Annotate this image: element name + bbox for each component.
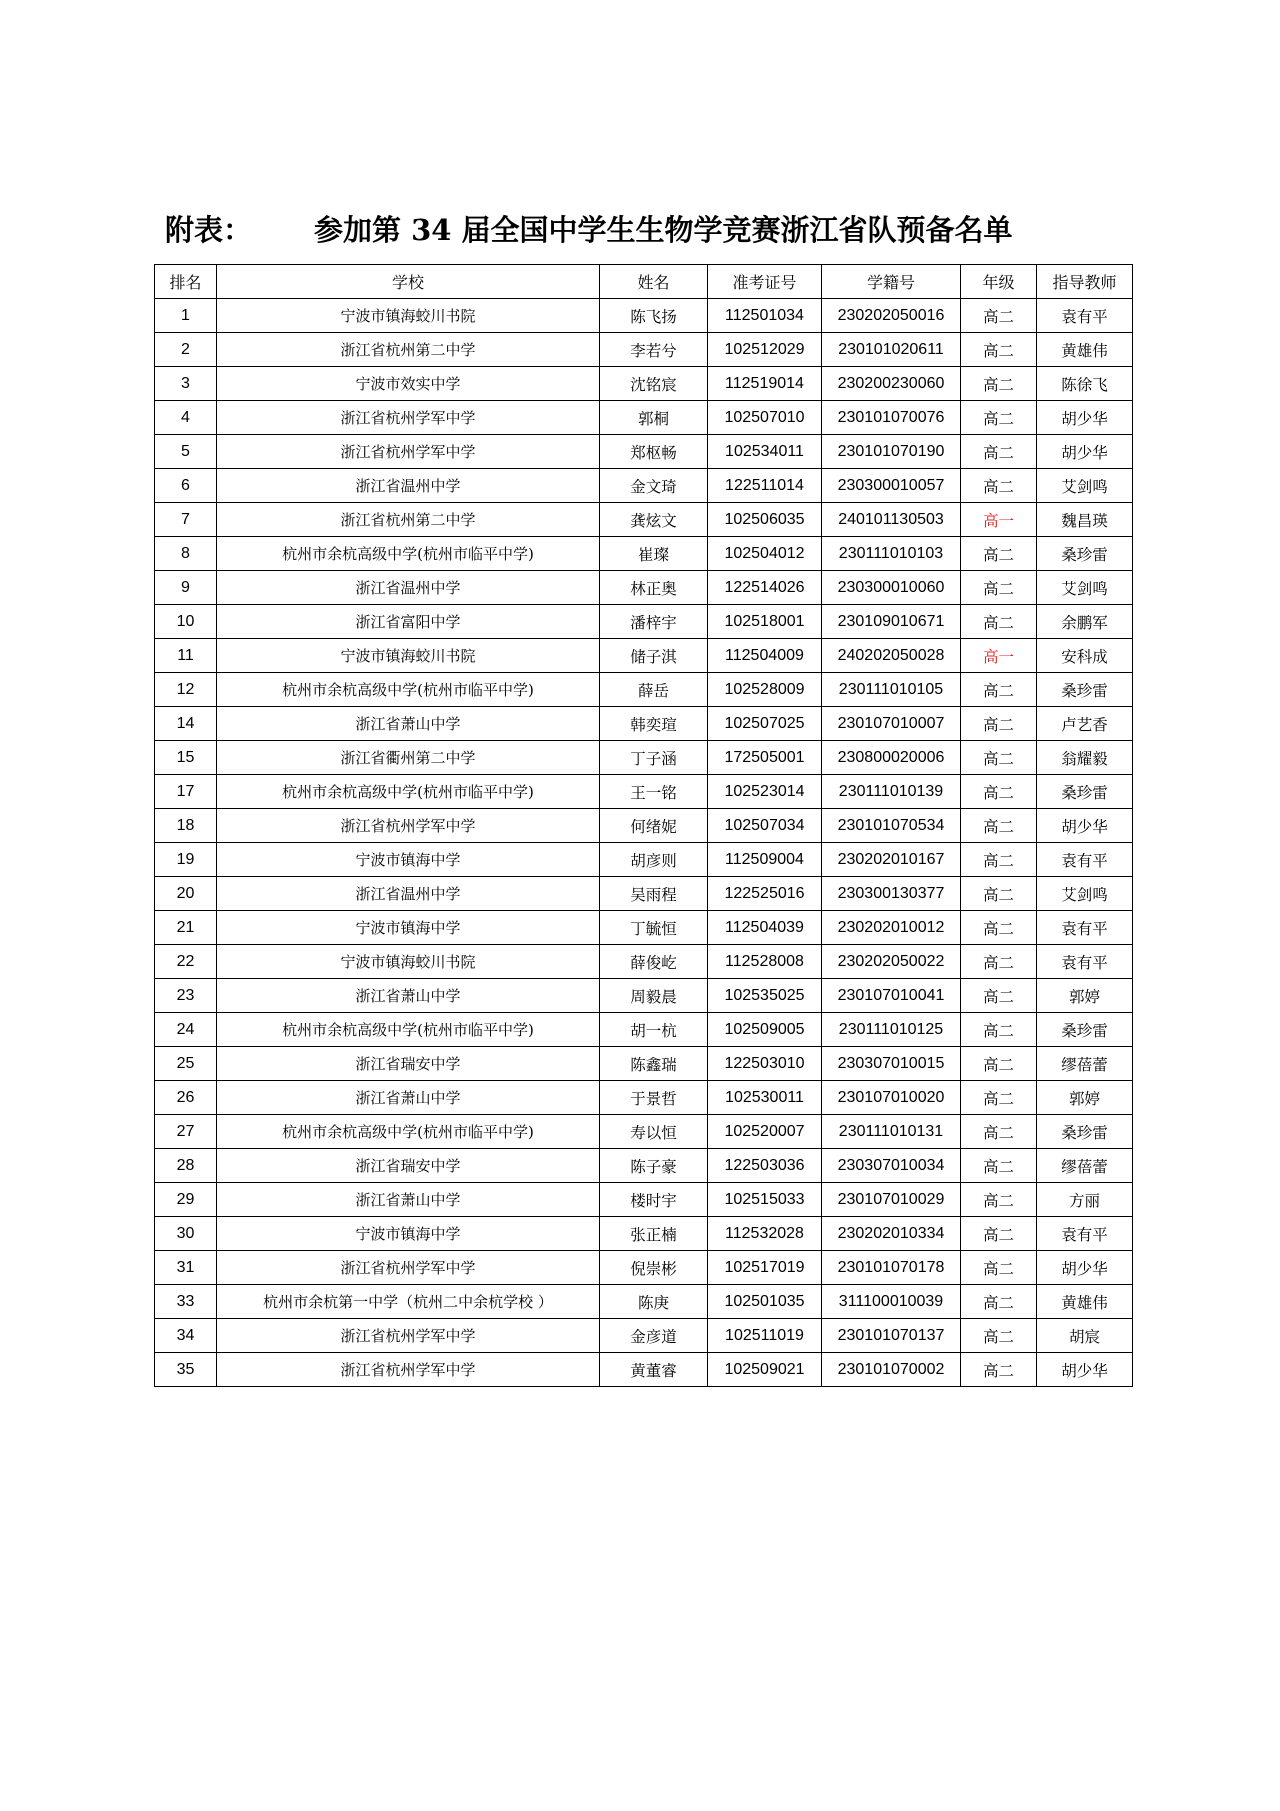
cell-grade: 高二 xyxy=(961,537,1037,571)
table-row xyxy=(155,469,1133,503)
cell-student-id: 240101130503 xyxy=(822,503,961,537)
table-row xyxy=(155,979,1133,1013)
cell-school: 宁波市镇海蛟川书院 xyxy=(217,639,600,673)
cell-grade: 高二 xyxy=(961,707,1037,741)
cell-student-id: 230202010334 xyxy=(822,1217,961,1251)
cell-name: 寿以恒 xyxy=(600,1115,708,1149)
cell-rank: 4 xyxy=(155,401,217,435)
cell-grade: 高二 xyxy=(961,367,1037,401)
cell-rank: 7 xyxy=(155,503,217,537)
cell-grade: 高二 xyxy=(961,877,1037,911)
cell-name: 潘梓宇 xyxy=(600,605,708,639)
table-row xyxy=(155,1217,1133,1251)
cell-teacher: 郭婷 xyxy=(1037,1081,1133,1115)
cell-name: 陈子豪 xyxy=(600,1149,708,1183)
cell-school: 浙江省萧山中学 xyxy=(217,707,600,741)
cell-teacher: 方丽 xyxy=(1037,1183,1133,1217)
cell-school: 宁波市效实中学 xyxy=(217,367,600,401)
table-row xyxy=(155,911,1133,945)
cell-school: 浙江省瑞安中学 xyxy=(217,1047,600,1081)
cell-teacher: 桑珍雷 xyxy=(1037,537,1133,571)
cell-school: 浙江省杭州学军中学 xyxy=(217,435,600,469)
cell-student-id: 230101070178 xyxy=(822,1251,961,1285)
cell-student-id: 230101070076 xyxy=(822,401,961,435)
table-row xyxy=(155,843,1133,877)
cell-teacher: 缪蓓蕾 xyxy=(1037,1149,1133,1183)
cell-grade: 高二 xyxy=(961,1013,1037,1047)
table-row xyxy=(155,1319,1133,1353)
cell-school: 杭州市余杭高级中学(杭州市临平中学) xyxy=(217,537,600,571)
cell-grade: 高二 xyxy=(961,1149,1037,1183)
cell-exam-id: 102509021 xyxy=(708,1353,822,1387)
cell-rank: 22 xyxy=(155,945,217,979)
cell-grade: 高二 xyxy=(961,1183,1037,1217)
cell-school: 浙江省瑞安中学 xyxy=(217,1149,600,1183)
cell-name: 丁子涵 xyxy=(600,741,708,775)
cell-teacher: 黄雄伟 xyxy=(1037,1285,1133,1319)
cell-school: 杭州市余杭高级中学(杭州市临平中学) xyxy=(217,775,600,809)
cell-grade: 高二 xyxy=(961,945,1037,979)
cell-student-id: 230101070190 xyxy=(822,435,961,469)
cell-school: 宁波市镇海蛟川书院 xyxy=(217,299,600,333)
cell-teacher: 翁耀毅 xyxy=(1037,741,1133,775)
cell-school: 浙江省萧山中学 xyxy=(217,979,600,1013)
table-row xyxy=(155,1183,1133,1217)
cell-exam-id: 102512029 xyxy=(708,333,822,367)
cell-name: 周毅晨 xyxy=(600,979,708,1013)
cell-rank: 12 xyxy=(155,673,217,707)
cell-name: 沈铭宸 xyxy=(600,367,708,401)
cell-exam-id: 102523014 xyxy=(708,775,822,809)
table-row xyxy=(155,299,1133,333)
cell-name: 崔璨 xyxy=(600,537,708,571)
cell-exam-id: 102530011 xyxy=(708,1081,822,1115)
cell-name: 薛俊屹 xyxy=(600,945,708,979)
cell-teacher: 袁有平 xyxy=(1037,1217,1133,1251)
cell-exam-id: 122503036 xyxy=(708,1149,822,1183)
cell-rank: 17 xyxy=(155,775,217,809)
cell-teacher: 魏昌瑛 xyxy=(1037,503,1133,537)
cell-name: 张正楠 xyxy=(600,1217,708,1251)
cell-exam-id: 102507025 xyxy=(708,707,822,741)
cell-student-id: 230111010105 xyxy=(822,673,961,707)
cell-rank: 24 xyxy=(155,1013,217,1047)
cell-name: 金彦道 xyxy=(600,1319,708,1353)
cell-name: 黄董睿 xyxy=(600,1353,708,1387)
cell-name: 楼时宇 xyxy=(600,1183,708,1217)
header-school: 学校 xyxy=(217,265,600,299)
cell-teacher: 胡宸 xyxy=(1037,1319,1133,1353)
cell-school: 浙江省萧山中学 xyxy=(217,1183,600,1217)
cell-rank: 21 xyxy=(155,911,217,945)
cell-student-id: 311100010039 xyxy=(822,1285,961,1319)
cell-student-id: 230800020006 xyxy=(822,741,961,775)
table-row xyxy=(155,605,1133,639)
cell-grade: 高二 xyxy=(961,741,1037,775)
cell-rank: 34 xyxy=(155,1319,217,1353)
cell-grade: 高一 xyxy=(961,503,1037,537)
cell-grade: 高二 xyxy=(961,1251,1037,1285)
cell-rank: 31 xyxy=(155,1251,217,1285)
header-name: 姓名 xyxy=(600,265,708,299)
cell-exam-id: 102507010 xyxy=(708,401,822,435)
cell-exam-id: 112501034 xyxy=(708,299,822,333)
cell-teacher: 艾剑鸣 xyxy=(1037,877,1133,911)
cell-rank: 14 xyxy=(155,707,217,741)
cell-exam-id: 102511019 xyxy=(708,1319,822,1353)
cell-teacher: 桑珍雷 xyxy=(1037,1115,1133,1149)
cell-name: 林正奥 xyxy=(600,571,708,605)
cell-student-id: 230107010020 xyxy=(822,1081,961,1115)
cell-name: 陈庚 xyxy=(600,1285,708,1319)
cell-student-id: 230202010012 xyxy=(822,911,961,945)
cell-grade: 高二 xyxy=(961,979,1037,1013)
cell-student-id: 230101070534 xyxy=(822,809,961,843)
cell-teacher: 胡少华 xyxy=(1037,809,1133,843)
cell-school: 浙江省温州中学 xyxy=(217,469,600,503)
cell-name: 何绪妮 xyxy=(600,809,708,843)
cell-student-id: 230202050022 xyxy=(822,945,961,979)
cell-student-id: 230307010015 xyxy=(822,1047,961,1081)
cell-student-id: 230109010671 xyxy=(822,605,961,639)
cell-exam-id: 102501035 xyxy=(708,1285,822,1319)
header-student-id: 学籍号 xyxy=(822,265,961,299)
cell-student-id: 230202050016 xyxy=(822,299,961,333)
table-row xyxy=(155,1013,1133,1047)
cell-teacher: 安科成 xyxy=(1037,639,1133,673)
table-body xyxy=(155,299,1133,1387)
cell-rank: 18 xyxy=(155,809,217,843)
cell-rank: 3 xyxy=(155,367,217,401)
cell-school: 浙江省杭州第二中学 xyxy=(217,503,600,537)
cell-school: 宁波市镇海中学 xyxy=(217,843,600,877)
cell-name: 储子淇 xyxy=(600,639,708,673)
cell-rank: 28 xyxy=(155,1149,217,1183)
table-row xyxy=(155,1251,1133,1285)
cell-school: 宁波市镇海中学 xyxy=(217,911,600,945)
cell-student-id: 230307010034 xyxy=(822,1149,961,1183)
cell-name: 胡彦则 xyxy=(600,843,708,877)
cell-teacher: 缪蓓蕾 xyxy=(1037,1047,1133,1081)
cell-name: 王一铭 xyxy=(600,775,708,809)
cell-rank: 15 xyxy=(155,741,217,775)
cell-grade: 高二 xyxy=(961,571,1037,605)
cell-exam-id: 122525016 xyxy=(708,877,822,911)
cell-teacher: 胡少华 xyxy=(1037,1251,1133,1285)
cell-exam-id: 102506035 xyxy=(708,503,822,537)
table-row xyxy=(155,673,1133,707)
cell-grade: 高二 xyxy=(961,1285,1037,1319)
cell-exam-id: 112504039 xyxy=(708,911,822,945)
cell-student-id: 230107010007 xyxy=(822,707,961,741)
cell-student-id: 230107010029 xyxy=(822,1183,961,1217)
cell-teacher: 桑珍雷 xyxy=(1037,673,1133,707)
cell-teacher: 袁有平 xyxy=(1037,911,1133,945)
cell-name: 倪崇彬 xyxy=(600,1251,708,1285)
table-row xyxy=(155,571,1133,605)
table-row xyxy=(155,775,1133,809)
document-title-row xyxy=(165,208,1165,258)
cell-school: 杭州市余杭高级中学(杭州市临平中学) xyxy=(217,1115,600,1149)
header-grade: 年级 xyxy=(961,265,1037,299)
cell-student-id: 230111010139 xyxy=(822,775,961,809)
cell-exam-id: 102507034 xyxy=(708,809,822,843)
cell-school: 浙江省杭州学军中学 xyxy=(217,401,600,435)
header-teacher: 指导教师 xyxy=(1037,265,1133,299)
cell-exam-id: 112509004 xyxy=(708,843,822,877)
table-row xyxy=(155,1353,1133,1387)
cell-exam-id: 102515033 xyxy=(708,1183,822,1217)
table-row xyxy=(155,333,1133,367)
cell-rank: 33 xyxy=(155,1285,217,1319)
cell-rank: 1 xyxy=(155,299,217,333)
cell-rank: 29 xyxy=(155,1183,217,1217)
cell-rank: 26 xyxy=(155,1081,217,1115)
cell-name: 胡一杭 xyxy=(600,1013,708,1047)
cell-school: 浙江省杭州第二中学 xyxy=(217,333,600,367)
cell-rank: 6 xyxy=(155,469,217,503)
cell-school: 杭州市余杭高级中学(杭州市临平中学) xyxy=(217,673,600,707)
cell-teacher: 郭婷 xyxy=(1037,979,1133,1013)
cell-exam-id: 102535025 xyxy=(708,979,822,1013)
cell-exam-id: 122511014 xyxy=(708,469,822,503)
cell-exam-id: 102518001 xyxy=(708,605,822,639)
cell-rank: 23 xyxy=(155,979,217,1013)
table-row xyxy=(155,367,1133,401)
cell-name: 陈飞扬 xyxy=(600,299,708,333)
cell-teacher: 胡少华 xyxy=(1037,401,1133,435)
cell-name: 陈鑫瑞 xyxy=(600,1047,708,1081)
cell-grade: 高二 xyxy=(961,1115,1037,1149)
table-row xyxy=(155,1047,1133,1081)
table-row xyxy=(155,707,1133,741)
cell-name: 丁毓恒 xyxy=(600,911,708,945)
table-row xyxy=(155,503,1133,537)
cell-school: 浙江省杭州学军中学 xyxy=(217,1319,600,1353)
cell-rank: 5 xyxy=(155,435,217,469)
cell-rank: 19 xyxy=(155,843,217,877)
cell-student-id: 230111010103 xyxy=(822,537,961,571)
cell-school: 浙江省温州中学 xyxy=(217,571,600,605)
cell-name: 吴雨程 xyxy=(600,877,708,911)
table-row xyxy=(155,1081,1133,1115)
cell-grade: 高二 xyxy=(961,1081,1037,1115)
cell-name: 郑枢畅 xyxy=(600,435,708,469)
cell-name: 薛岳 xyxy=(600,673,708,707)
cell-student-id: 230101070137 xyxy=(822,1319,961,1353)
cell-exam-id: 102517019 xyxy=(708,1251,822,1285)
roster-table xyxy=(154,264,1133,1387)
table-row xyxy=(155,401,1133,435)
cell-exam-id: 112504009 xyxy=(708,639,822,673)
cell-exam-id: 102520007 xyxy=(708,1115,822,1149)
cell-name: 金文琦 xyxy=(600,469,708,503)
cell-teacher: 袁有平 xyxy=(1037,945,1133,979)
table-row xyxy=(155,537,1133,571)
cell-grade: 高二 xyxy=(961,1217,1037,1251)
cell-grade: 高二 xyxy=(961,911,1037,945)
cell-exam-id: 112528008 xyxy=(708,945,822,979)
cell-school: 杭州市余杭高级中学(杭州市临平中学) xyxy=(217,1013,600,1047)
cell-student-id: 230300130377 xyxy=(822,877,961,911)
cell-grade: 高二 xyxy=(961,333,1037,367)
table-row xyxy=(155,809,1133,843)
cell-grade: 高二 xyxy=(961,1047,1037,1081)
table-row xyxy=(155,877,1133,911)
cell-teacher: 桑珍雷 xyxy=(1037,775,1133,809)
cell-grade: 高二 xyxy=(961,1319,1037,1353)
cell-grade: 高二 xyxy=(961,469,1037,503)
table-row xyxy=(155,1149,1133,1183)
cell-student-id: 230107010041 xyxy=(822,979,961,1013)
cell-student-id: 230300010060 xyxy=(822,571,961,605)
cell-school: 浙江省温州中学 xyxy=(217,877,600,911)
cell-student-id: 240202050028 xyxy=(822,639,961,673)
cell-exam-id: 112532028 xyxy=(708,1217,822,1251)
table-row xyxy=(155,1115,1133,1149)
cell-exam-id: 112519014 xyxy=(708,367,822,401)
cell-rank: 10 xyxy=(155,605,217,639)
cell-exam-id: 102509005 xyxy=(708,1013,822,1047)
cell-school: 浙江省富阳中学 xyxy=(217,605,600,639)
cell-teacher: 胡少华 xyxy=(1037,1353,1133,1387)
table-row xyxy=(155,435,1133,469)
cell-school: 浙江省萧山中学 xyxy=(217,1081,600,1115)
cell-rank: 35 xyxy=(155,1353,217,1387)
cell-school: 浙江省衢州第二中学 xyxy=(217,741,600,775)
cell-rank: 27 xyxy=(155,1115,217,1149)
cell-exam-id: 102534011 xyxy=(708,435,822,469)
cell-teacher: 桑珍雷 xyxy=(1037,1013,1133,1047)
cell-student-id: 230101020611 xyxy=(822,333,961,367)
cell-name: 龚炫文 xyxy=(600,503,708,537)
cell-teacher: 艾剑鸣 xyxy=(1037,571,1133,605)
cell-student-id: 230101070002 xyxy=(822,1353,961,1387)
cell-teacher: 袁有平 xyxy=(1037,843,1133,877)
cell-teacher: 陈徐飞 xyxy=(1037,367,1133,401)
cell-rank: 30 xyxy=(155,1217,217,1251)
title-prefix: 附表： xyxy=(165,213,253,247)
cell-rank: 2 xyxy=(155,333,217,367)
cell-exam-id: 102504012 xyxy=(708,537,822,571)
cell-rank: 20 xyxy=(155,877,217,911)
table-header-row xyxy=(155,265,1133,299)
cell-student-id: 230200230060 xyxy=(822,367,961,401)
cell-name: 韩奕瑄 xyxy=(600,707,708,741)
cell-teacher: 胡少华 xyxy=(1037,435,1133,469)
table-row xyxy=(155,1285,1133,1319)
cell-school: 浙江省杭州学军中学 xyxy=(217,1353,600,1387)
cell-grade: 高二 xyxy=(961,1353,1037,1387)
cell-teacher: 卢艺香 xyxy=(1037,707,1133,741)
cell-grade: 高二 xyxy=(961,775,1037,809)
cell-school: 杭州市余杭第一中学（杭州二中余杭学校 ） xyxy=(217,1285,600,1319)
table-row xyxy=(155,945,1133,979)
cell-grade: 高二 xyxy=(961,843,1037,877)
cell-teacher: 黄雄伟 xyxy=(1037,333,1133,367)
cell-rank: 11 xyxy=(155,639,217,673)
table-row xyxy=(155,639,1133,673)
document-title: 参加第 34 届全国中学生生物学竞赛浙江省队预备名单 xyxy=(314,213,1013,247)
cell-exam-id: 122514026 xyxy=(708,571,822,605)
cell-name: 于景哲 xyxy=(600,1081,708,1115)
table-row xyxy=(155,741,1133,775)
cell-grade: 高二 xyxy=(961,299,1037,333)
cell-grade: 高二 xyxy=(961,435,1037,469)
cell-grade: 高二 xyxy=(961,605,1037,639)
cell-exam-id: 122503010 xyxy=(708,1047,822,1081)
cell-student-id: 230202010167 xyxy=(822,843,961,877)
cell-student-id: 230300010057 xyxy=(822,469,961,503)
cell-grade: 高二 xyxy=(961,673,1037,707)
cell-rank: 25 xyxy=(155,1047,217,1081)
cell-student-id: 230111010125 xyxy=(822,1013,961,1047)
cell-teacher: 余鹏军 xyxy=(1037,605,1133,639)
cell-grade: 高二 xyxy=(961,809,1037,843)
cell-exam-id: 102528009 xyxy=(708,673,822,707)
cell-grade: 高二 xyxy=(961,401,1037,435)
cell-exam-id: 172505001 xyxy=(708,741,822,775)
cell-teacher: 艾剑鸣 xyxy=(1037,469,1133,503)
cell-name: 郭桐 xyxy=(600,401,708,435)
cell-school: 浙江省杭州学军中学 xyxy=(217,809,600,843)
cell-school: 浙江省杭州学军中学 xyxy=(217,1251,600,1285)
cell-name: 李若兮 xyxy=(600,333,708,367)
cell-rank: 9 xyxy=(155,571,217,605)
cell-school: 宁波市镇海中学 xyxy=(217,1217,600,1251)
cell-school: 宁波市镇海蛟川书院 xyxy=(217,945,600,979)
cell-rank: 8 xyxy=(155,537,217,571)
cell-grade: 高一 xyxy=(961,639,1037,673)
header-rank: 排名 xyxy=(155,265,217,299)
cell-teacher: 袁有平 xyxy=(1037,299,1133,333)
cell-student-id: 230111010131 xyxy=(822,1115,961,1149)
header-exam-id: 准考证号 xyxy=(708,265,822,299)
